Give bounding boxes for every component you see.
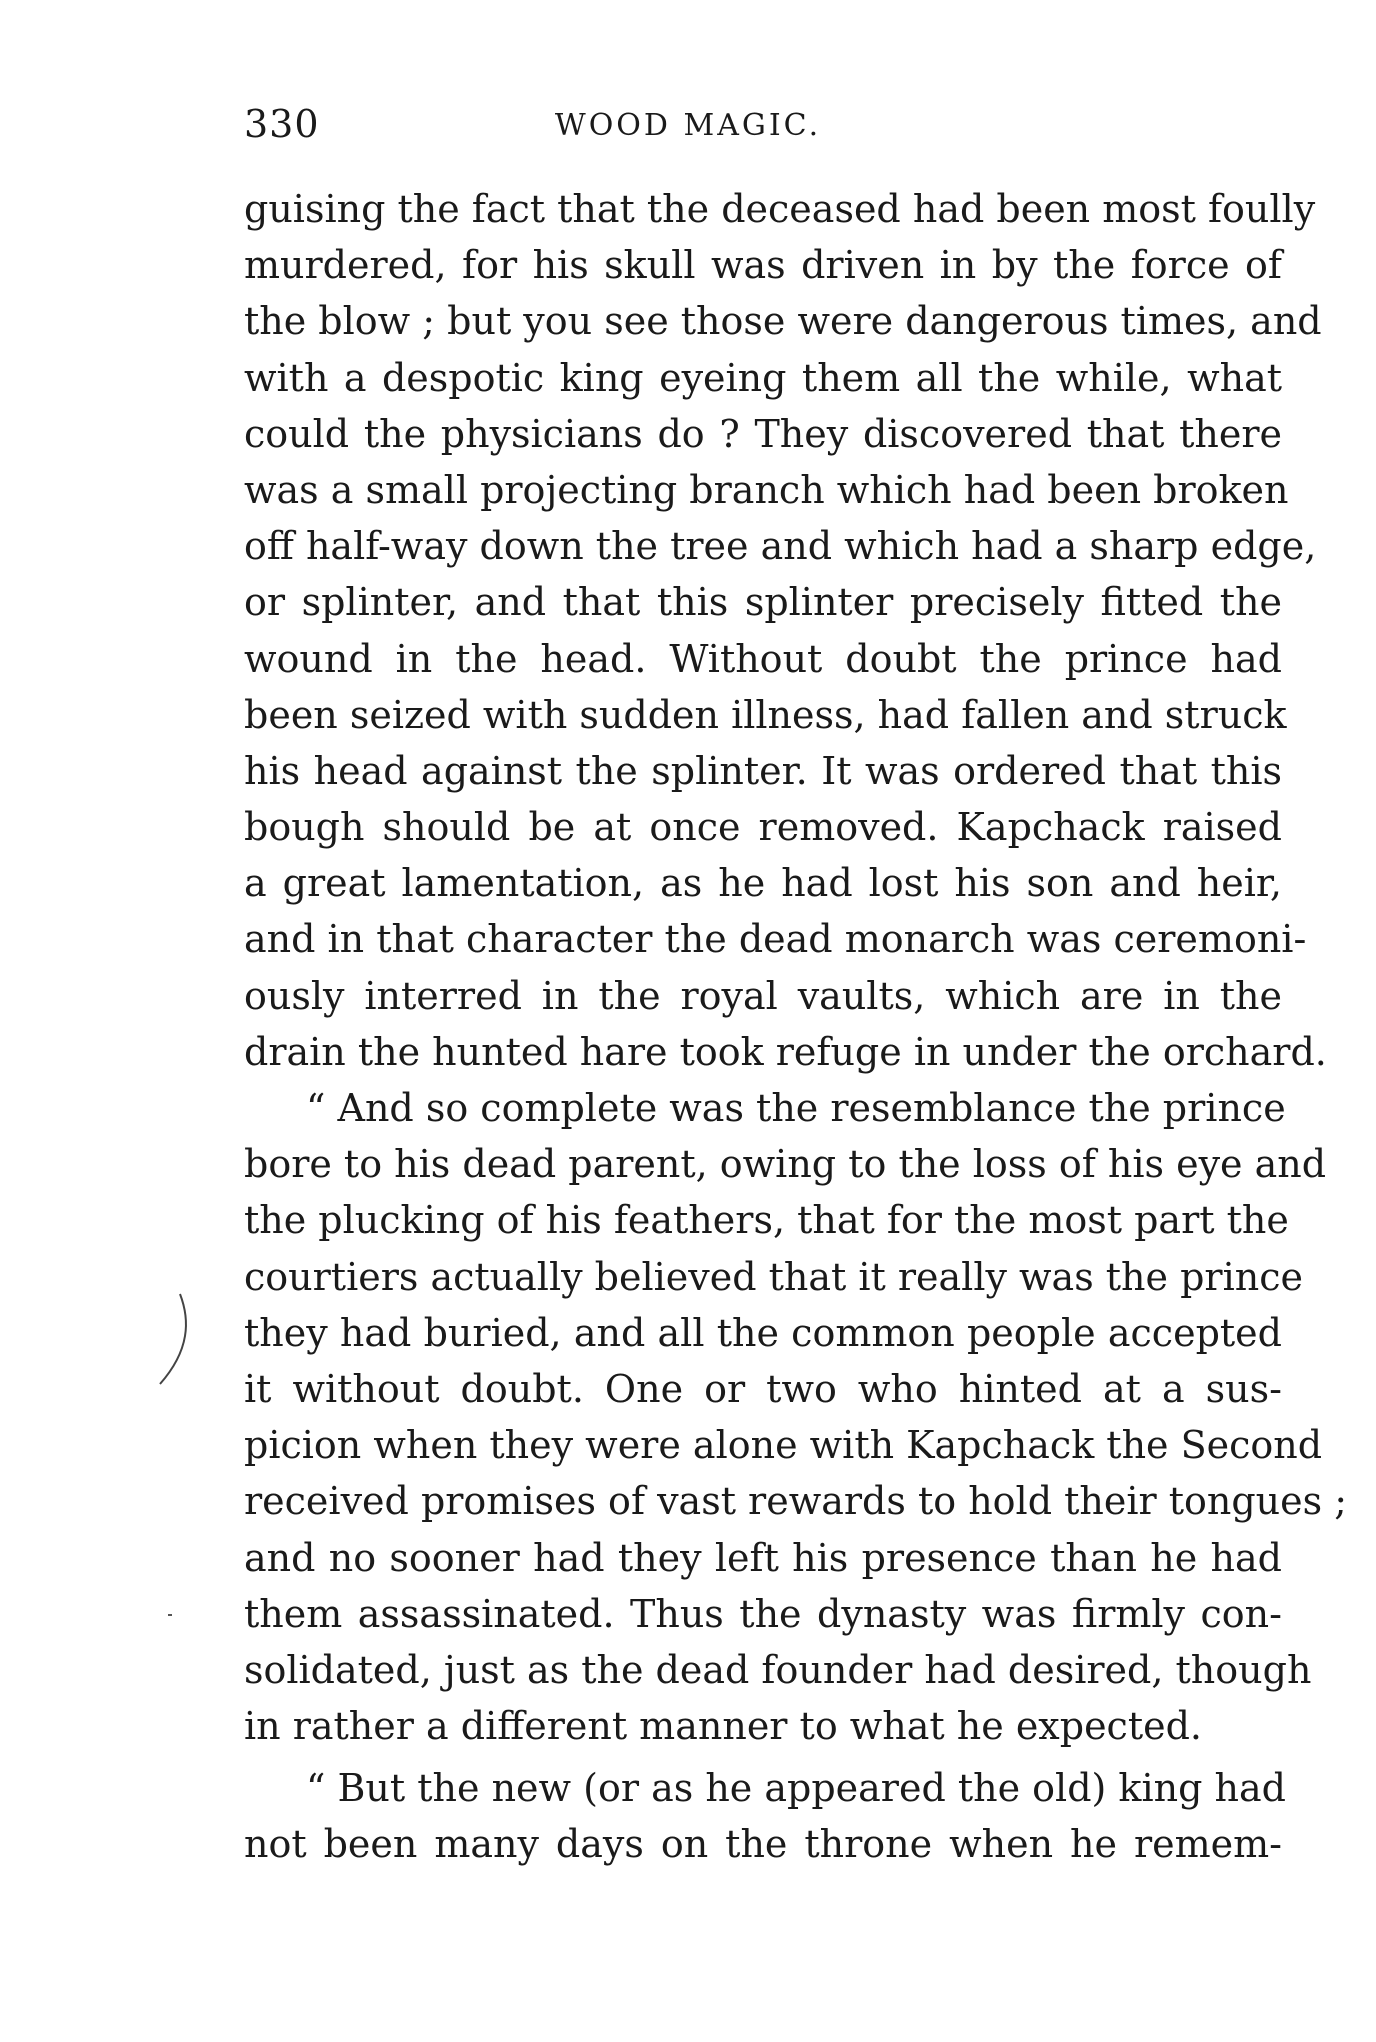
margin-bracket-mark (150, 1290, 194, 1390)
paragraph (244, 1760, 1286, 1872)
text-line: courtiers actually believed that it really was the prince (244, 1254, 1303, 1299)
margin-speck (168, 1614, 172, 1616)
text-line: drain the hunted hare took refuge in under the orchard. (244, 1029, 1327, 1074)
text-line: picion when they were alone with Kapchack the Second (244, 1423, 1323, 1468)
text-line: received promises of vast rewards to hold their tongues ; (244, 1479, 1348, 1524)
text-line: “ But the new (or as he appeared the old) king had (306, 1766, 1286, 1811)
text-line: them assassinated. Thus the dynasty was firmly con- (244, 1591, 1282, 1636)
text-line: in rather a different manner to what he expected. (244, 1704, 1202, 1749)
page-number: 330 (244, 102, 320, 146)
text-line: murdered, for his skull was driven in by the force of (244, 243, 1282, 288)
page-body (244, 181, 1348, 1873)
running-title: WOOD MAGIC. (554, 108, 822, 143)
text-line: wound in the head. Without doubt the prince had (244, 636, 1282, 681)
text-line: and no sooner had they left his presence than he had (244, 1535, 1282, 1580)
text-line: not been many days on the throne when he remem- (244, 1822, 1282, 1867)
text-line: solidated, just as the dead founder had desired, though (244, 1647, 1312, 1692)
text-line: it without doubt. One or two who hinted at a sus- (244, 1366, 1282, 1411)
text-line: ously interred in the royal vaults, which are in the (244, 973, 1282, 1018)
text-line: bough should be at once removed. Kapchack raised (244, 805, 1282, 850)
text-line: guising the fact that the deceased had been most foully (244, 187, 1316, 231)
text-line: they had buried, and all the common people accepted (244, 1310, 1282, 1355)
text-line: was a small projecting branch which had been broken (244, 467, 1289, 512)
paragraph (244, 181, 1327, 1080)
text-line: “ And so complete was the resemblance the prince (306, 1086, 1286, 1130)
text-line: the plucking of his feathers, that for the most part the (244, 1198, 1289, 1243)
text-line: could the physicians do ? They discovered that there (244, 411, 1282, 456)
text-line: bore to his dead parent, owing to the loss of his eye and (244, 1142, 1327, 1187)
text-line: his head against the splinter. It was ordered that this (244, 748, 1282, 793)
text-line: and in that character the dead monarch was ceremoni- (244, 917, 1307, 962)
text-line: with a despotic king eyeing them all the while, what (244, 355, 1282, 400)
text-line: the blow ; but you see those were dangerous times, and (244, 299, 1322, 344)
text-line: a great lamentation, as he had lost his son and heir, (244, 861, 1282, 906)
paragraph (244, 1080, 1348, 1754)
text-line: or splinter, and that this splinter precisely fitted the (244, 580, 1282, 625)
text-line: off half-way down the tree and which had a sharp edge, (244, 524, 1317, 569)
text-line: been seized with sudden illness, had fallen and struck (244, 692, 1287, 737)
